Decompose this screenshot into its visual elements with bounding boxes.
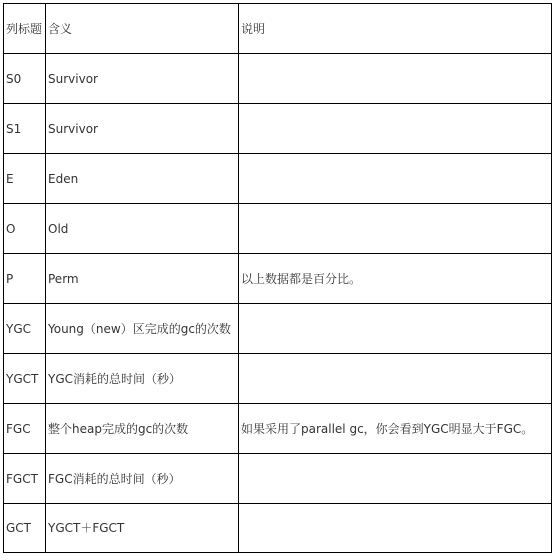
table-row — [4, 154, 552, 204]
header-note: 说明 — [239, 4, 552, 54]
cell-meaning: Young（new）区完成的gc的次数 — [46, 304, 239, 354]
table-header-row — [4, 4, 552, 54]
table-row — [4, 504, 552, 553]
cell-meaning: Survivor — [46, 54, 239, 104]
table-row — [4, 54, 552, 104]
cell-note — [239, 354, 552, 404]
cell-meaning: YGCT＋FGCT — [46, 504, 239, 553]
table-row — [4, 204, 552, 254]
gc-columns-table — [3, 3, 552, 553]
cell-col: O — [4, 204, 46, 254]
cell-meaning: Perm — [46, 254, 239, 304]
table-row — [4, 404, 552, 454]
cell-note — [239, 454, 552, 504]
cell-meaning: Eden — [46, 154, 239, 204]
cell-note — [239, 104, 552, 154]
cell-note — [239, 154, 552, 204]
cell-col: S0 — [4, 54, 46, 104]
cell-note — [239, 304, 552, 354]
cell-col: S1 — [4, 104, 46, 154]
table-row — [4, 104, 552, 154]
cell-col: YGC — [4, 304, 46, 354]
header-column-title: 列标题 — [4, 4, 46, 54]
cell-meaning: YGC消耗的总时间（秒） — [46, 354, 239, 404]
table-row — [4, 454, 552, 504]
cell-meaning: 整个heap完成的gc的次数 — [46, 404, 239, 454]
table-row — [4, 304, 552, 354]
cell-note — [239, 504, 552, 553]
cell-col: E — [4, 154, 46, 204]
cell-note: 以上数据都是百分比。 — [239, 254, 552, 304]
cell-col: P — [4, 254, 46, 304]
cell-meaning: FGC消耗的总时间（秒） — [46, 454, 239, 504]
cell-col: FGC — [4, 404, 46, 454]
cell-meaning: Old — [46, 204, 239, 254]
cell-note: 如果采用了parallel gc，你会看到YGC明显大于FGC。 — [239, 404, 552, 454]
cell-col: FGCT — [4, 454, 46, 504]
table-row — [4, 254, 552, 304]
table-row — [4, 354, 552, 404]
cell-note — [239, 54, 552, 104]
cell-col: GCT — [4, 504, 46, 553]
cell-col: YGCT — [4, 354, 46, 404]
header-meaning: 含义 — [46, 4, 239, 54]
cell-meaning: Survivor — [46, 104, 239, 154]
cell-note — [239, 204, 552, 254]
